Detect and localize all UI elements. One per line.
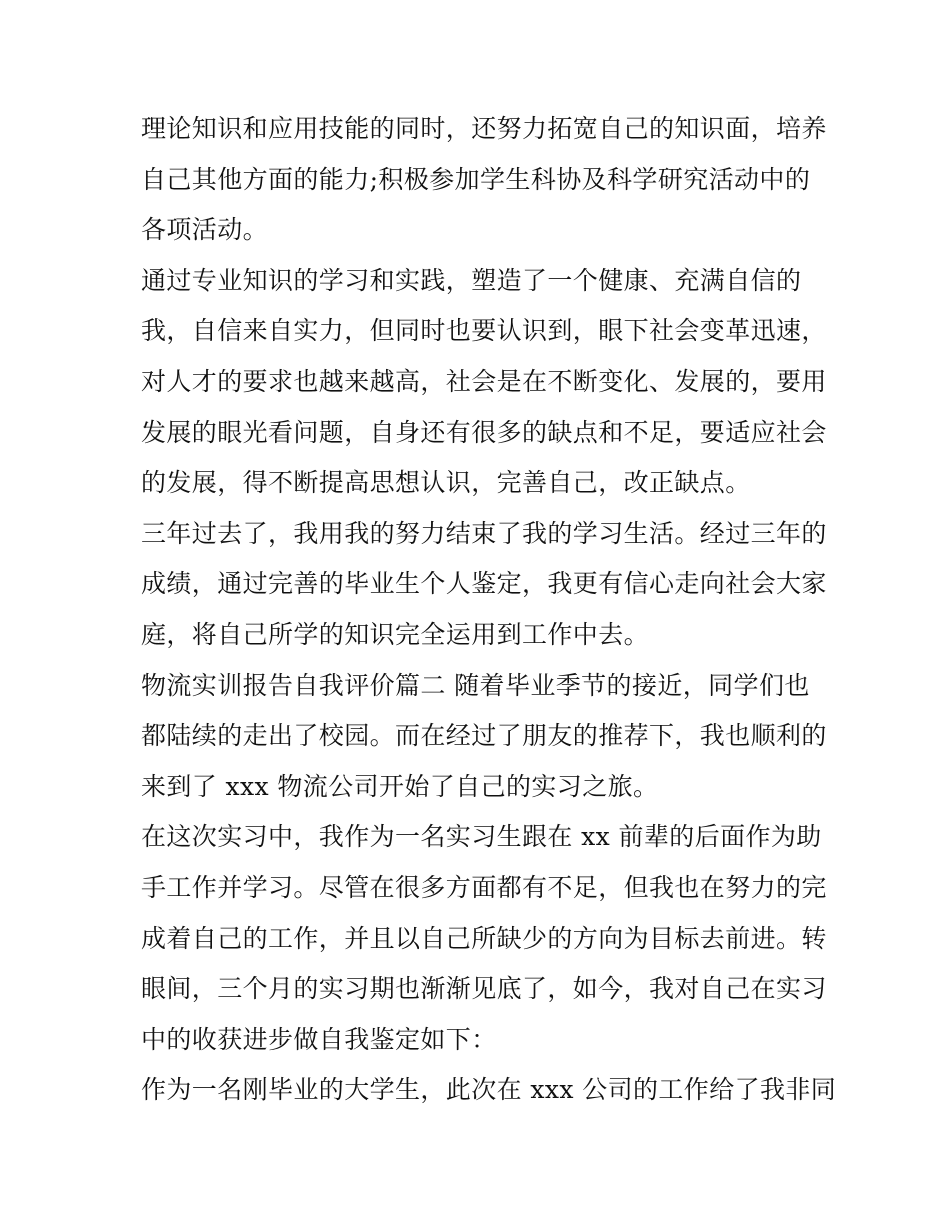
text-line: 眼间，三个月的实习期也渐渐见底了，如今，我对自己在实习 <box>141 974 827 1004</box>
text-line: 的发展，得不断提高思想认识，完善自己，改正缺点。 <box>141 468 751 498</box>
document-body <box>141 104 837 1116</box>
text-line: 各项活动。 <box>141 215 269 245</box>
text-line: 发展的眼光看问题，自身还有很多的缺点和不足，要适应社会 <box>141 417 827 447</box>
text-line: 理论知识和应用技能的同时，还努力拓宽自己的知识面，培养 <box>141 114 827 143</box>
text-line: 我，自信来自实力，但同时也要认识到，眼下社会变革迅速， <box>141 316 827 346</box>
text-line: 手工作并学习。尽管在很多方面都有不足，但我也在努力的完 <box>141 872 827 902</box>
text-line: 物流实训报告自我评价篇二 随着毕业季节的接近，同学们也 <box>141 670 810 700</box>
text-line: 都陆续的走出了校园。而在经过了朋友的推荐下，我也顺利的 <box>141 721 827 751</box>
text-line: 来到了 xxx 物流公司开始了自己的实习之旅。 <box>141 771 659 801</box>
text-line: 对人才的要求也越来越高，社会是在不断变化、发展的，要用 <box>141 366 827 396</box>
text-line: 成绩，通过完善的毕业生个人鉴定，我更有信心走向社会大家 <box>141 569 827 599</box>
text-line: 作为一名刚毕业的大学生，此次在 xxx 公司的工作给了我非同 <box>141 1075 837 1105</box>
text-line: 通过专业知识的学习和实践，塑造了一个健康、充满自信的 <box>141 265 802 295</box>
text-line: 中的收获进步做自我鉴定如下： <box>141 1024 497 1054</box>
text-line: 成着自己的工作，并且以自己所缺少的方向为目标去前进。转 <box>141 923 827 953</box>
text-line: 庭，将自己所学的知识完全运用到工作中去。 <box>141 619 650 649</box>
text-line: 自己其他方面的能力;积极参加学生科协及科学研究活动中的 <box>141 164 811 194</box>
text-line: 三年过去了，我用我的努力结束了我的学习生活。经过三年的 <box>141 518 827 548</box>
text-line: 在这次实习中，我作为一名实习生跟在 xx 前辈的后面作为助 <box>141 822 822 852</box>
